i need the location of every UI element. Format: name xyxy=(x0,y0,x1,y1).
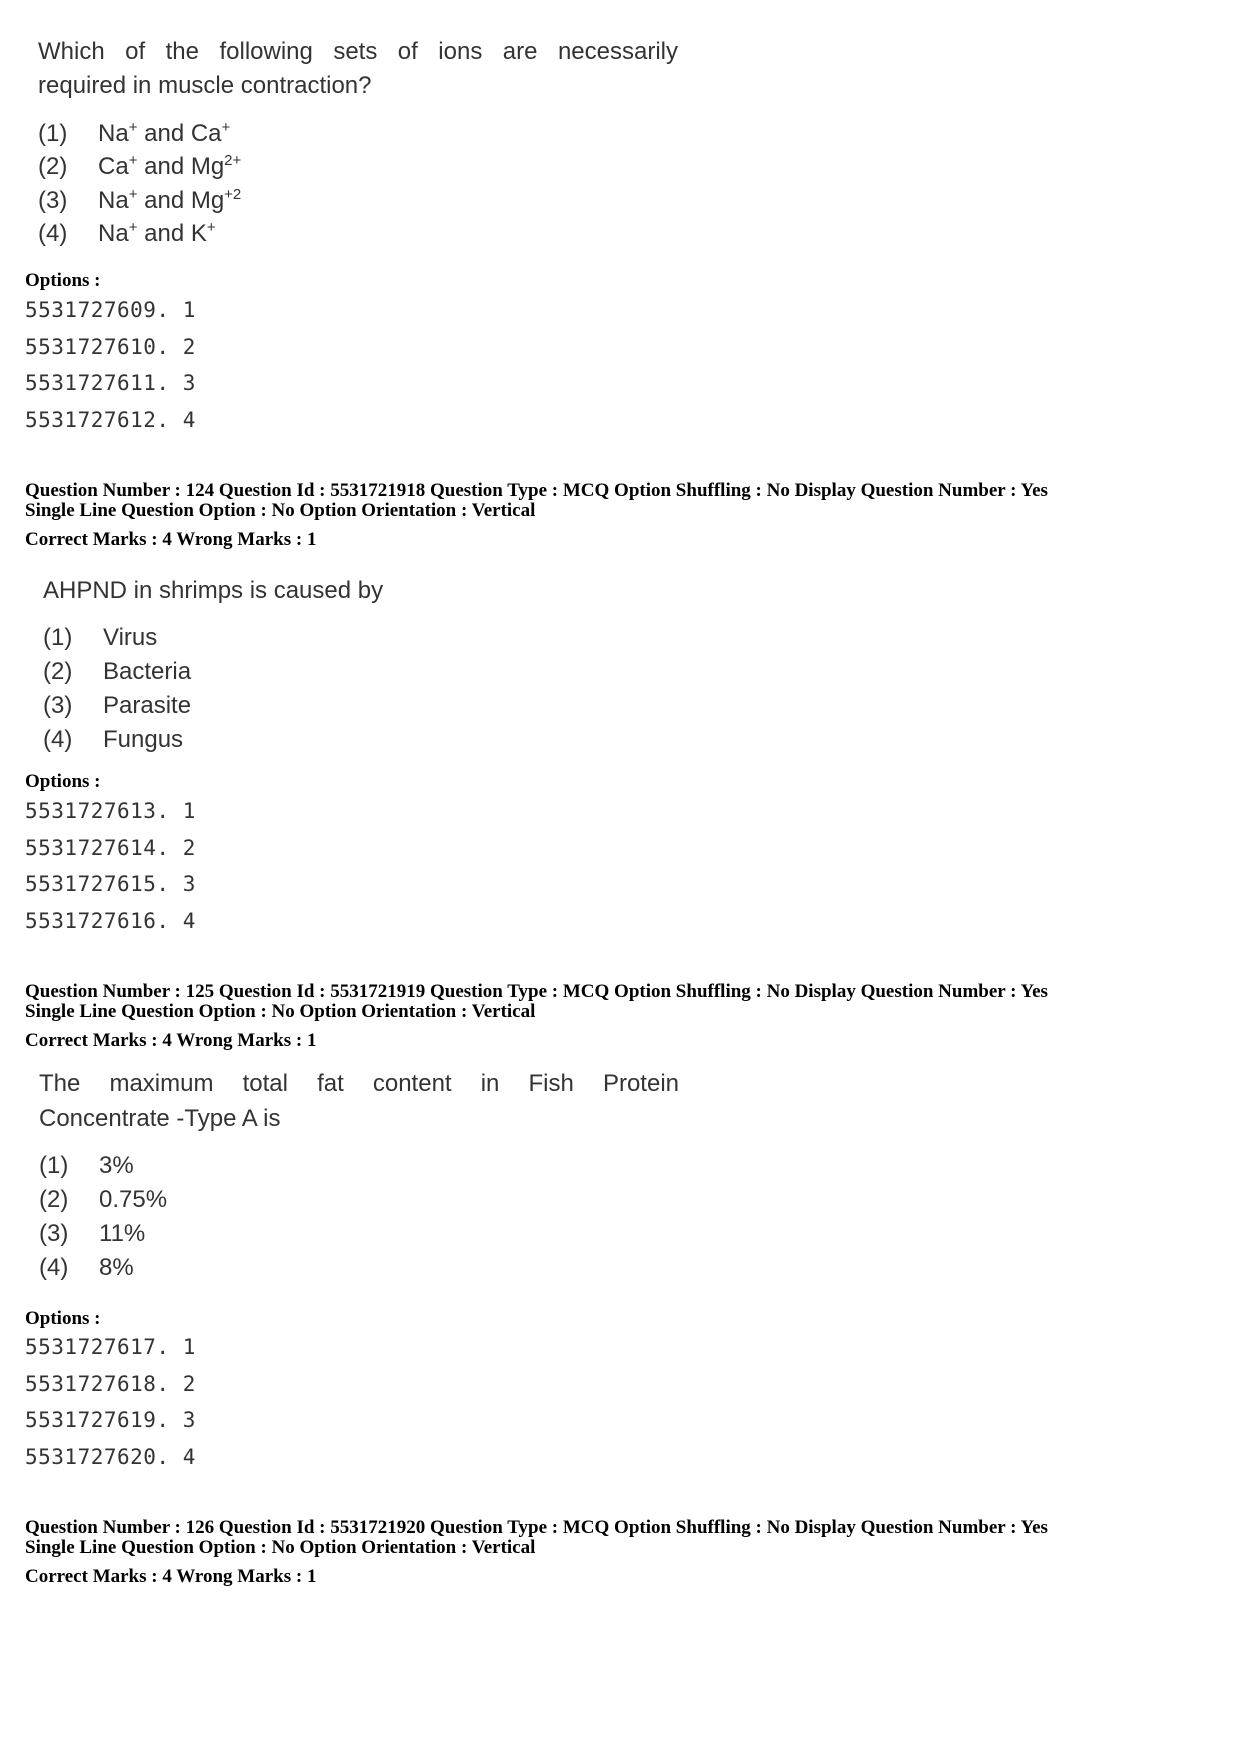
choice-number: (2) xyxy=(38,153,68,180)
answer-choice: (4) Na+ and K+ xyxy=(38,219,216,247)
answer-choice xyxy=(43,658,191,686)
choice-number: (3) xyxy=(39,1220,69,1247)
answer-choice xyxy=(39,1186,167,1214)
question-header: Question Number : 126 Question Id : 5531721920 Question Type : MCQ Option Shuffling : No Display Question Number : Yes xyxy=(25,1517,1048,1538)
answer-choice: (1) Na+ and Ca+ xyxy=(38,119,231,147)
choice-number: (4) xyxy=(38,220,68,247)
option-id: 5531727619. 3 xyxy=(25,1408,196,1432)
choice-number: (1) xyxy=(38,120,68,147)
choice-text: Parasite xyxy=(103,692,192,719)
option-id: 5531727612. 4 xyxy=(25,408,196,432)
question-stem xyxy=(39,1070,679,1098)
question-stem-line: required in muscle contraction? xyxy=(38,72,372,99)
answer-choice xyxy=(43,726,183,754)
options-label: Options : xyxy=(25,270,101,291)
choice-text: Bacteria xyxy=(103,658,192,685)
answer-choice: (2) Ca+ and $Mg^{2+}$ xyxy=(38,152,242,180)
answer-choice xyxy=(39,1152,134,1180)
option-id: 5531727618. 2 xyxy=(25,1372,196,1396)
question-header-line2: Single Line Question Option : No Option Orientation : Vertical xyxy=(25,1001,536,1022)
choice-number: (1) xyxy=(39,1152,69,1179)
choice-number: (2) xyxy=(43,658,73,685)
choice-number: (4) xyxy=(39,1254,69,1281)
option-id: 5531727614. 2 xyxy=(25,836,196,860)
answer-choice: (3) Na+ and $Mg^{+2}$ xyxy=(38,186,242,214)
question-marks: Correct Marks : 4 Wrong Marks : 1 xyxy=(25,1030,317,1051)
choice-text: Fungus xyxy=(103,726,184,753)
option-id: 5531727615. 3 xyxy=(25,872,196,896)
question-stem-line: Which of the following sets of ions are necessarily xyxy=(38,38,678,65)
option-id: 5531727617. 1 xyxy=(25,1335,196,1359)
choice-text: 8% xyxy=(99,1254,134,1281)
choice-number: (3) xyxy=(38,187,68,214)
choice-text: 0.75% xyxy=(99,1186,168,1213)
options-label: Options : xyxy=(25,771,101,792)
question-header: Question Number : 125 Question Id : 5531721919 Question Type : MCQ Option Shuffling : No Display Question Number : Yes xyxy=(25,981,1048,1002)
question-marks: Correct Marks : 4 Wrong Marks : 1 xyxy=(25,529,317,550)
question-stem-line: Concentrate -Type A is xyxy=(39,1105,281,1132)
question-header: Question Number : 124 Question Id : 5531721918 Question Type : MCQ Option Shuffling : No Display Question Number : Yes xyxy=(25,480,1048,501)
choice-number: (4) xyxy=(43,726,73,753)
choice-number: (1) xyxy=(43,624,73,651)
option-id: 5531727611. 3 xyxy=(25,371,196,395)
choice-text: 11% xyxy=(99,1220,146,1247)
question-marks: Correct Marks : 4 Wrong Marks : 1 xyxy=(25,1566,317,1587)
option-id: 5531727610. 2 xyxy=(25,335,196,359)
choice-text: Virus xyxy=(103,624,158,651)
choice-number: (2) xyxy=(39,1186,69,1213)
option-id: 5531727613. 1 xyxy=(25,799,196,823)
answer-choice xyxy=(39,1220,145,1248)
question-stem xyxy=(38,38,678,66)
choice-text: 3% xyxy=(99,1152,134,1179)
question-stem: AHPND in shrimps is caused by xyxy=(43,577,384,604)
option-id: 5531727609. 1 xyxy=(25,298,196,322)
options-label: Options : xyxy=(25,1308,101,1329)
option-id: 5531727616. 4 xyxy=(25,909,196,933)
answer-choice xyxy=(39,1254,134,1282)
question-header-line2: Single Line Question Option : No Option Orientation : Vertical xyxy=(25,1537,536,1558)
answer-choice xyxy=(43,624,157,652)
question-header-line2: Single Line Question Option : No Option Orientation : Vertical xyxy=(25,500,536,521)
answer-choice xyxy=(43,692,191,720)
question-stem-line: The maximum total fat content in Fish Protein xyxy=(39,1070,679,1097)
choice-number: (3) xyxy=(43,692,73,719)
option-id: 5531727620. 4 xyxy=(25,1445,196,1469)
